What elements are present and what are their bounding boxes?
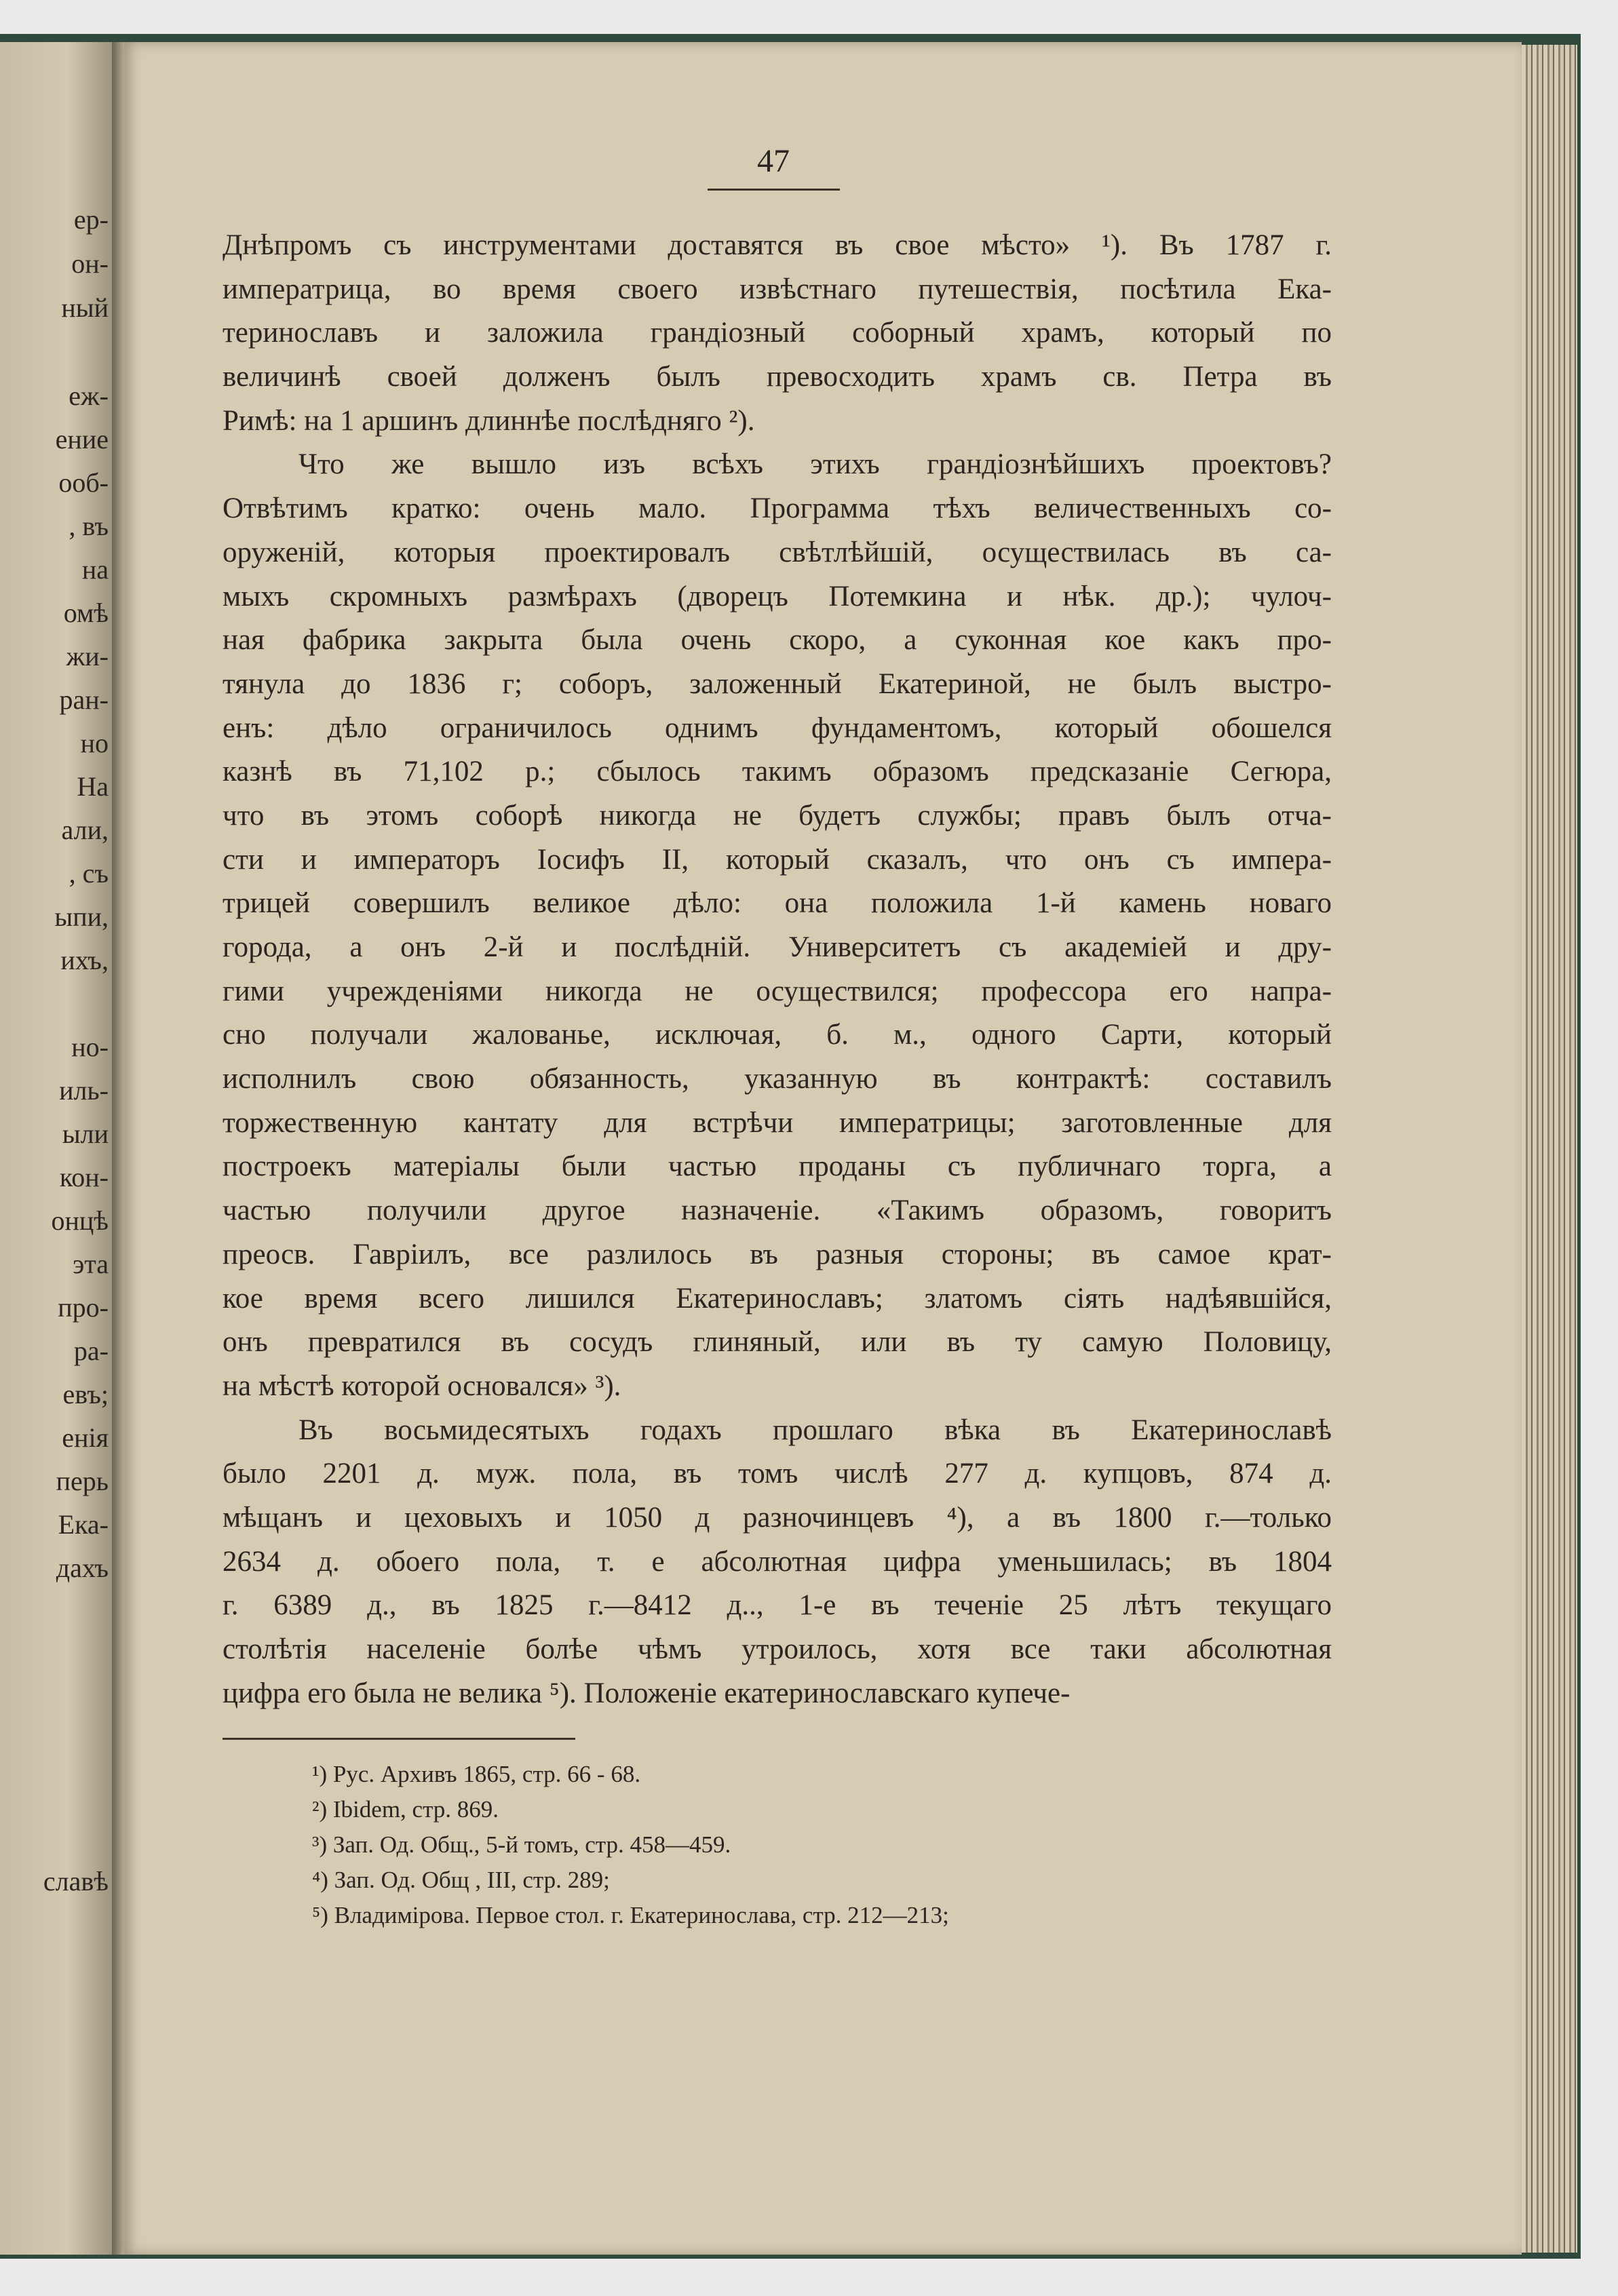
left-page-fragment: онцѣ	[51, 1205, 109, 1236]
text-line: кое время всего лишился Екатеринославъ; златомъ сіять надѣявшійся,	[223, 1282, 1332, 1315]
left-page-fragment: славѣ	[43, 1866, 109, 1896]
left-page-fragment: ооб-	[58, 467, 109, 498]
left-page-fragment: ра-	[73, 1336, 109, 1366]
left-page-fragment: ран-	[59, 684, 109, 715]
text-line: Отвѣтимъ кратко: очень мало. Программа тѣхъ величественныхъ со-	[223, 492, 1332, 525]
footnote: ³) Зап. Од. Общ., 5-й томъ, стр. 458—459.	[312, 1831, 731, 1858]
left-page-fragment: иль-	[59, 1075, 109, 1106]
footnote-divider	[223, 1738, 575, 1740]
footnote: ¹) Рус. Архивъ 1865, стр. 66 - 68.	[312, 1761, 641, 1787]
page-edges	[1522, 45, 1577, 2253]
left-page-fragment: енія	[62, 1422, 109, 1453]
text-line: мѣщанъ и цеховыхъ и 1050 д разночинцевъ ⁴), а въ 1800 г.—только	[223, 1501, 1332, 1534]
text-line: ная фабрика закрыта была очень скоро, а суконная кое какъ про-	[223, 624, 1332, 657]
footnote: ⁵) Владимірова. Первое стол. г. Екатеринослава, стр. 212—213;	[312, 1902, 949, 1928]
left-page-fragment: на	[81, 554, 109, 585]
text-line: Римѣ: на 1 аршинъ длиннѣе послѣдняго ²).	[223, 404, 755, 437]
text-line: торжественную кантату для встрѣчи императрицы; заготовленные для	[223, 1106, 1332, 1139]
left-page-fragment: , въ	[69, 511, 109, 541]
left-page-fragment: кон-	[59, 1162, 109, 1192]
left-page-fragment: На	[77, 771, 109, 802]
text-line: что въ этомъ соборѣ никогда не будетъ службы; правъ былъ отча-	[223, 799, 1332, 832]
text-line: было 2201 д. муж. пола, въ томъ числѣ 277 д. купцовъ, 874 д.	[223, 1458, 1332, 1490]
text-line: Днѣпромъ съ инструментами доставятся въ свое мѣсто» ¹). Въ 1787 г.	[223, 229, 1332, 261]
left-page-fragment: ыпи,	[54, 901, 109, 932]
text-line: преосв. Гавріилъ, все разлилось въ разныя стороны; въ самое крат-	[223, 1238, 1332, 1270]
left-page-fragment: ение	[55, 424, 109, 454]
text-line: гими учрежденіями никогда не осуществился; профессора его напра-	[223, 975, 1332, 1007]
text-line: императрица, во время своего извѣстнаго путешествія, посѣтила Ека-	[223, 273, 1332, 305]
text-line: г. 6389 д., въ 1825 г.—8412 д.., 1-е въ теченіе 25 лѣтъ текущаго	[223, 1589, 1332, 1622]
text-line: исполнилъ свою обязанность, указанную въ контрактѣ: составилъ	[223, 1063, 1332, 1095]
text-line: онъ превратился въ сосудъ глиняный, или въ ту самую Половицу,	[223, 1326, 1332, 1359]
left-page-fragment: но	[80, 728, 109, 758]
left-page-fragment: омѣ	[63, 598, 109, 628]
text-line: трицей совершилъ великое дѣло: она положила 1-й камень новаго	[223, 887, 1332, 920]
text-line: столѣтія населеніе болѣе чѣмъ утроилось, хотя все таки абсолютная	[223, 1633, 1332, 1665]
footnote: ²) Ibidem, стр. 869.	[312, 1796, 499, 1823]
page-number: 47	[757, 143, 790, 179]
footnotes	[312, 1757, 1330, 1933]
left-page-fragment: ер-	[73, 204, 109, 235]
text-line: величинѣ своей долженъ былъ превосходить храмъ св. Петра въ	[223, 361, 1332, 393]
text-line: енъ: дѣло ограничилось однимъ фундаментомъ, который обошелся	[223, 712, 1332, 744]
text-line: города, а онъ 2-й и послѣдній. Университетъ съ академіей и дру-	[223, 931, 1332, 963]
left-page-fragment: еж-	[69, 381, 109, 411]
left-page-fragment: жи-	[66, 641, 109, 672]
left-page-fragment: дахъ	[56, 1553, 109, 1583]
text-line: сно получали жалованье, исключая, б. м., одного Сарти, который	[223, 1019, 1332, 1051]
left-page	[0, 42, 112, 2255]
left-page-fragment: он-	[71, 248, 109, 279]
text-line: оруженій, которыя проектировалъ свѣтлѣйшій, осуществилась въ са-	[223, 536, 1332, 568]
text-line: тянула до 1836 г; соборъ, заложенный Екатериной, не былъ выстро-	[223, 667, 1332, 700]
left-page-fragment: перь	[56, 1466, 109, 1496]
left-page-fragment: ный	[61, 292, 109, 323]
text-line: на мѣстѣ которой основался» ³).	[223, 1369, 621, 1402]
body-text	[223, 224, 1332, 1715]
book-gutter	[112, 42, 124, 2255]
text-line: мыхъ скромныхъ размѣрахъ (дворецъ Потемкина и нѣк. др.); чулоч-	[223, 580, 1332, 612]
left-page-fragment: , съ	[69, 858, 109, 889]
left-page-fragment: эта	[73, 1249, 109, 1279]
left-page-fragment: но-	[71, 1032, 109, 1062]
text-line: цифра его была не велика ⁵). Положеніе екатеринославскаго купече-	[223, 1677, 1071, 1709]
text-line: сти и императоръ Іосифъ II, который сказалъ, что онъ съ импера-	[223, 843, 1332, 876]
text-line: Что же вышло изъ всѣхъ этихъ грандіознѣйшихъ проектовъ?	[298, 448, 1332, 481]
text-line: частью получили другое назначеніе. «Такимъ образомъ, говоритъ	[223, 1194, 1332, 1227]
left-page-fragment: ыли	[62, 1118, 109, 1149]
left-page-fragment: евъ;	[62, 1379, 109, 1409]
left-page-fragment: али,	[61, 815, 109, 845]
text-line: казнѣ въ 71,102 р.; сбылось такимъ образомъ предсказаніе Сегюра,	[223, 756, 1332, 788]
page-number-rule	[708, 189, 840, 191]
text-line: теринославъ и заложила грандіозный соборный храмъ, который по	[223, 317, 1332, 349]
left-page-fragment: Ека-	[58, 1509, 109, 1540]
text-line: 2634 д. обоего пола, т. е абсолютная цифра уменьшилась; въ 1804	[223, 1545, 1332, 1578]
text-line: построекъ матеріалы были частью проданы съ публичнаго торга, а	[223, 1150, 1332, 1183]
left-page-fragment: ихъ,	[60, 945, 109, 975]
text-line: Въ восьмидесятыхъ годахъ прошлаго вѣка въ Екатеринославѣ	[298, 1414, 1332, 1446]
left-page-fragment: про-	[58, 1292, 109, 1323]
footnote: ⁴) Зап. Од. Общ , III, стр. 289;	[312, 1867, 610, 1893]
